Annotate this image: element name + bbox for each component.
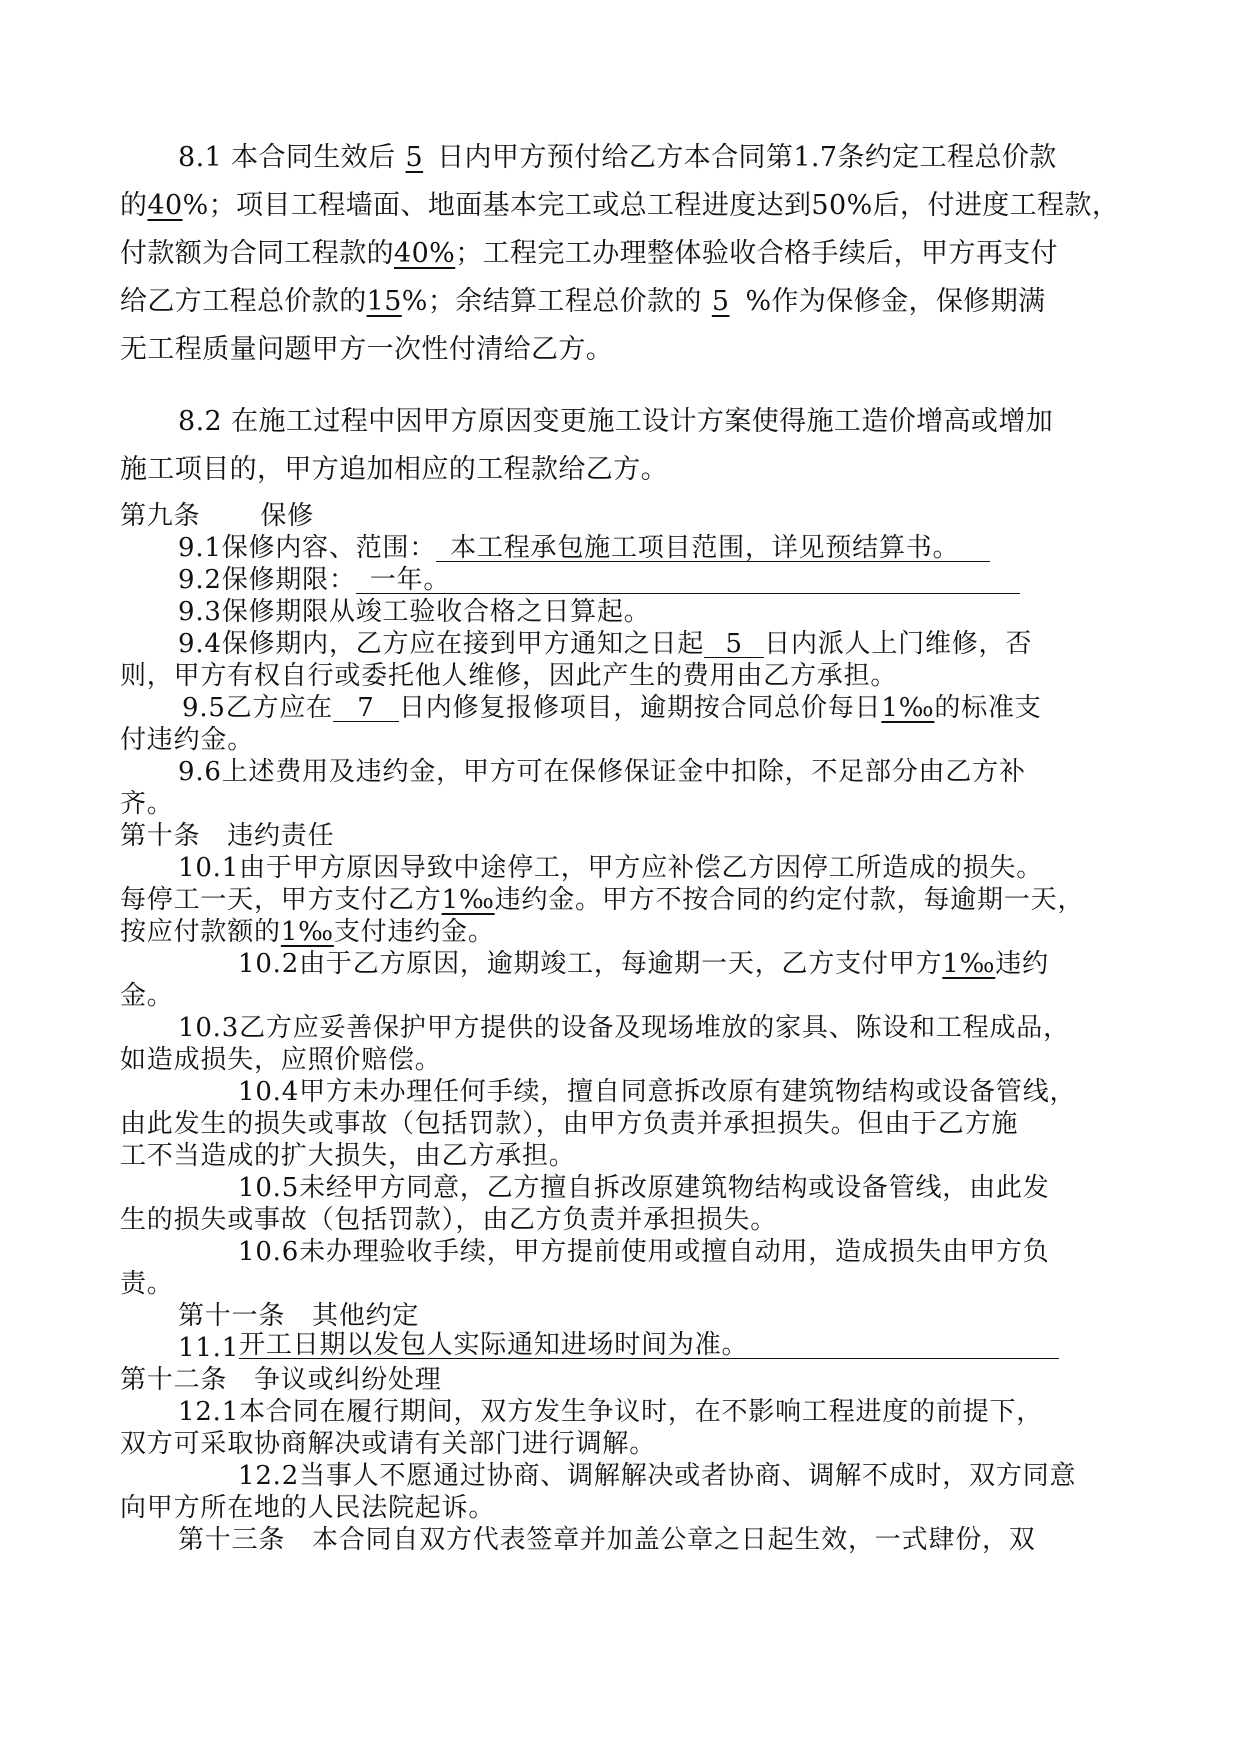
clause-12-heading: 第十二条 争议或纠纷处理 (120, 1365, 442, 1395)
clause-8-2 (120, 398, 1120, 494)
text: 11.1 (178, 1333, 240, 1363)
clause-9-4-line-2: 则，甲方有权自行或委托他人维修，因此产生的费用由乙方承担。 (120, 661, 898, 691)
clause-9-3: 9.3保修期限从竣工验收合格之日算起。 (178, 597, 651, 627)
warranty-period-value (356, 567, 1020, 594)
clause-8-1 (120, 134, 1120, 374)
clause-10-4-line-1: 10.4甲方未办理任何手续，擅自同意拆改原有建筑物结构或设备管线， (238, 1077, 1077, 1107)
clause-10-1-line-1: 10.1由于甲方原因导致中途停工，甲方应补偿乙方因停工所造成的损失。 (178, 853, 1044, 883)
text: 开工日期以发包人实际通知进场时间为准。 (239, 1330, 749, 1360)
clause-13-line-1: 第十三条 本合同自双方代表签章并加盖公章之日起生效，一式肆份，双 (178, 1525, 1036, 1555)
text: 违约金。甲方不按合同的约定付款，每逾期一天， (494, 885, 1085, 915)
text: 第九条 (120, 501, 201, 531)
completion-payment-percent: 15 (366, 286, 402, 317)
late-payment-penalty-rate: 1‰ (280, 917, 334, 947)
text: 保修 (260, 501, 315, 531)
text: 给乙方工程总价款的 (120, 286, 367, 317)
text: 违约 (995, 949, 1049, 979)
clause-12-2-line-1: 12.2当事人不愿通过协商、调解解决或者协商、调解不成时，双方同意 (238, 1461, 1077, 1491)
clause-10-1-line-2 (120, 884, 1120, 916)
text: 9.5乙方应在 (182, 693, 333, 723)
clause-11-1 (120, 1332, 1120, 1364)
clause-9-6-line-2: 齐。 (120, 789, 174, 819)
text: 本工程承包施工项目范围，详见预结算书。 (450, 533, 960, 563)
text: %；余结算工程总价款的 (401, 286, 702, 317)
clause-9-5-line-2: 付违约金。 (120, 725, 255, 755)
clause-9-1 (120, 532, 1120, 564)
clause-8-1-line-1 (120, 134, 1120, 182)
text: 7 (357, 693, 375, 723)
text: 的标准支 (934, 693, 1042, 723)
text: 10.2由于乙方原因，逾期竣工，每逾期一天，乙方支付甲方 (238, 949, 943, 979)
warranty-scope-value (436, 535, 990, 562)
text: 8.1 本合同生效后 (178, 142, 396, 173)
repair-response-days (704, 631, 764, 658)
clause-10-4-line-3: 工不当造成的扩大损失，由乙方承担。 (120, 1141, 576, 1171)
clause-10-1-line-3 (120, 916, 1120, 948)
repair-fix-days (333, 695, 399, 722)
text: 支付违约金。 (333, 917, 495, 947)
text: 9.2保修期限： (178, 565, 356, 595)
clause-11-heading: 第十一条 其他约定 (178, 1301, 420, 1331)
text: ；工程完工办理整体验收合格手续后，甲方再支付 (455, 238, 1059, 269)
clause-9-5-line-1 (120, 692, 1120, 724)
clause-12-1-line-2: 双方可采取协商解决或请有关部门进行调解。 (120, 1429, 657, 1459)
text: %作为保修金，保修期满 (745, 286, 1046, 317)
clause-8-1-line-4 (120, 278, 1120, 326)
text: %；项目工程墙面、地面基本完工或总工程进度达到50%后，付进度工程款， (182, 190, 1120, 221)
clause-8-1-line-3 (120, 230, 1120, 278)
clause-9-2 (120, 564, 1120, 596)
text: 5 (725, 629, 743, 659)
clauses-9-to-13 (120, 500, 1120, 1556)
text: 日内派人上门维修，否 (764, 629, 1033, 659)
clause-9-heading (120, 500, 1120, 532)
clause-10-2-line-2: 金。 (120, 981, 174, 1011)
progress-payment-percent: 40% (394, 238, 456, 269)
text: 日内修复报修项目，逾期按合同总价每日 (398, 693, 882, 723)
clause-8-1-line-5: 无工程质量问题甲方一次性付清给乙方。 (120, 334, 614, 365)
daily-penalty-rate: 1‰ (881, 693, 935, 723)
prepay-percent-value: 40 (147, 190, 183, 221)
clause-8-1-line-2 (120, 182, 1120, 230)
prepay-days-value: 5 (405, 142, 424, 173)
clause-12-1-line-1: 12.1本合同在履行期间，双方发生争议时，在不影响工程进度的前提下， (178, 1397, 1044, 1427)
clause-8-2-line-2: 施工项目的，甲方追加相应的工程款给乙方。 (120, 454, 668, 485)
text: 9.4保修期内，乙方应在接到甲方通知之日起 (178, 629, 705, 659)
clause-10-6-line-1: 10.6未办理验收手续，甲方提前使用或擅自动用，造成损失由甲方负 (238, 1237, 1050, 1267)
stoppage-penalty-rate: 1‰ (441, 885, 495, 915)
text: 每停工一天，甲方支付乙方 (120, 885, 442, 915)
clause-12-2-line-2: 向甲方所在地的人民法院起诉。 (120, 1493, 496, 1523)
clause-8-2-line-1: 8.2 在施工过程中因甲方原因变更施工设计方案使得施工造价增高或增加 (178, 406, 1054, 437)
clause-10-heading: 第十条 违约责任 (120, 821, 335, 851)
clause-10-5-line-1: 10.5未经甲方同意，乙方擅自拆改原建筑物结构或设备管线，由此发 (238, 1173, 1050, 1203)
text: 的 (120, 190, 148, 221)
clause-9-4-line-1 (120, 628, 1120, 660)
clause-10-3-line-1: 10.3乙方应妥善保护甲方提供的设备及现场堆放的家具、陈设和工程成品， (178, 1013, 1070, 1043)
start-date-terms-value (239, 1332, 1059, 1359)
clause-10-2-line-1 (120, 948, 1120, 980)
clause-9-6-line-1: 9.6上述费用及违约金，甲方可在保修保证金中扣除，不足部分由乙方补 (178, 757, 1026, 787)
text: 9.1保修内容、范围： (178, 533, 437, 563)
clause-10-6-line-2: 责。 (120, 1269, 174, 1299)
text: 一年。 (369, 565, 451, 595)
retention-percent: 5 (711, 286, 730, 317)
clause-10-5-line-2: 生的损失或事故（包括罚款），由乙方负责并承担损失。 (120, 1205, 778, 1235)
text: 付款额为合同工程款的 (120, 238, 394, 269)
text: 按应付款额的 (120, 917, 281, 947)
clause-10-4-line-2: 由此发生的损失或事故（包括罚款），由甲方负责并承担损失。但由于乙方施 (120, 1109, 1019, 1139)
clause-10-3-line-2: 如造成损失，应照价赔偿。 (120, 1045, 442, 1075)
late-completion-penalty-rate: 1‰ (942, 949, 996, 979)
text: 日内甲方预付给乙方本合同第1.7条约定工程总价款 (437, 142, 1057, 173)
